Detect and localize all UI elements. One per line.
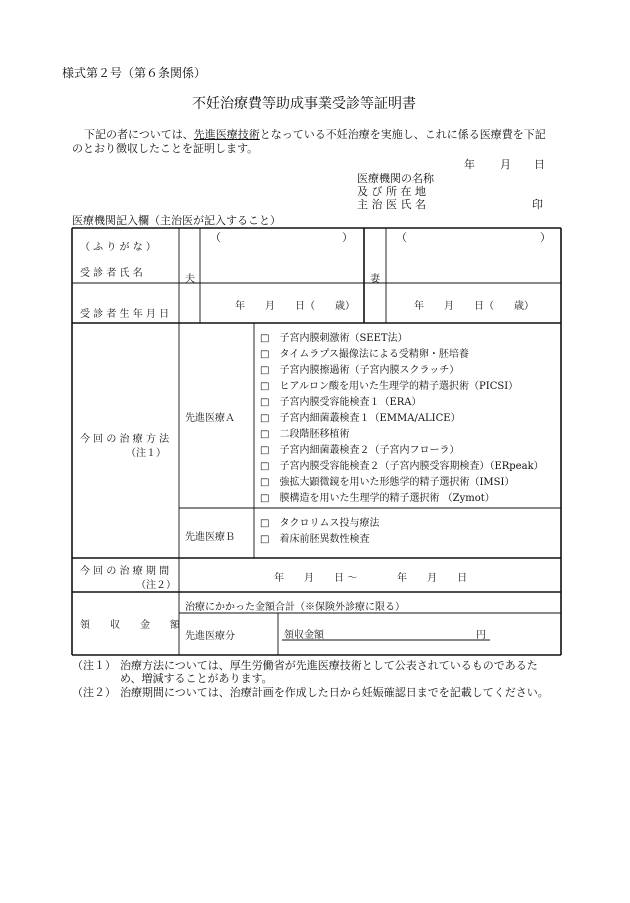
intro-prefix: 下記の者については、 — [84, 128, 194, 141]
husband-dob-field[interactable]: 年 月 日（ 歳） — [235, 301, 355, 312]
advanced-care-label: 先進医療分 — [185, 631, 235, 642]
checkbox-label: 子宮内膜擦過術（子宮内膜スクラッチ） — [279, 365, 460, 376]
checkbox-row[interactable]: □ 子宮内膜刺激術（SEET法） — [260, 333, 408, 344]
period-note-ref: （注２） — [136, 580, 176, 591]
note-1-ref: （注１） — [72, 659, 116, 672]
checkbox-label: ヒアルロン酸を用いた生理学的精子選択術（PICSI） — [279, 381, 519, 392]
treatment-label: 今 回 の 治 療 方 法 — [80, 434, 170, 445]
checkbox-row[interactable]: □ 子宮内細菌叢検査１（EMMA/ALICE） — [260, 413, 461, 424]
period-label: 今 回 の 治 療 期 間 — [80, 566, 170, 577]
issuer-address-label: 及 び 所 在 地 — [357, 185, 426, 198]
issue-month: 月 — [500, 158, 511, 171]
wife-label: 妻 — [370, 274, 380, 285]
checkbox-row[interactable]: □ タクロリムス投与療法 — [260, 518, 380, 529]
issue-year: 年 — [464, 158, 475, 171]
period-field[interactable]: 年 月 日 〜 年 月 日 — [274, 573, 468, 584]
wife-furigana-close: ） — [540, 231, 551, 244]
patient-name-label: 受 診 者 氏 名 — [80, 268, 143, 279]
form-number: 様式第２号（第６条関係） — [62, 66, 207, 80]
issuer-name-label: 医療機関の名称 — [357, 172, 434, 185]
treatment-note-ref: （注１） — [126, 448, 166, 459]
intro-underlined: 先進医療技術 — [193, 128, 260, 141]
checkbox-label: タクロリムス投与療法 — [279, 518, 380, 529]
checkbox-label: 子宮内膜受容能検査２（子宮内膜受容期検査）（ERpeak） — [279, 461, 544, 472]
checkbox-row[interactable]: □ 子宮内細菌叢検査２（子宮内フローラ） — [260, 445, 460, 456]
checkbox-label: 強拡大顕微鏡を用いた形態学的精子選択術（IMSI） — [279, 477, 515, 488]
received-amount-field[interactable] — [334, 622, 474, 638]
dob-label: 受 診 者 生 年 月 日 — [80, 309, 170, 320]
checkbox-row[interactable]: □ 子宮内膜擦過術（子宮内膜スクラッチ） — [260, 365, 460, 376]
amount-label: 領 収 金 額 — [80, 620, 180, 631]
received-amount-label: 領収金額 — [284, 630, 324, 641]
husband-label: 夫 — [185, 274, 195, 285]
seal-mark: 印 — [532, 198, 543, 211]
checkbox-label: 子宮内細菌叢検査１（EMMA/ALICE） — [279, 413, 461, 424]
issue-day: 日 — [534, 158, 545, 171]
group-b-label: 先進医療Ｂ — [185, 532, 235, 543]
checkbox-label: 子宮内細菌叢検査２（子宮内フローラ） — [279, 445, 460, 456]
checkbox-row[interactable]: □ ヒアルロン酸を用いた生理学的精子選択術（PICSI） — [260, 381, 519, 392]
note-2-text: 治療期間については、治療計画を作成した日から妊娠確認日までを記載してください。 — [120, 686, 549, 699]
total-amount-label: 治療にかかった金額合計（※保険外診療に限る） — [185, 602, 405, 613]
note-1-text-cont: め、増減することがあります。 — [120, 672, 273, 685]
wife-furigana-open: （ — [396, 231, 407, 244]
group-b-checklist — [260, 516, 379, 548]
checkbox-row[interactable]: □ タイムラプス撮像法による受精卵・胚培養 — [260, 349, 469, 360]
note-2-ref: （注２） — [72, 686, 116, 699]
group-a-label: 先進医療Ａ — [185, 413, 235, 424]
checkbox-row[interactable]: □ 膜構造を用いた生理学的精子選択術 （Zymot） — [260, 493, 495, 504]
checkbox-label: 膜構造を用いた生理学的精子選択術 （Zymot） — [279, 493, 495, 504]
note-1-text: 治療方法については、厚生労働省が先進医療技術として公表されているものであるた — [120, 659, 538, 672]
checkbox-label: 着床前胚異数性検査 — [279, 534, 370, 545]
husband-furigana-open: （ — [210, 231, 221, 244]
group-a-checklist — [260, 331, 544, 507]
checkbox-row[interactable]: □ 着床前胚異数性検査 — [260, 534, 370, 545]
wife-dob-field[interactable]: 年 月 日（ 歳） — [414, 301, 534, 312]
intro-suffix: となっている不妊治療を実施し、これに係る医療費を下記 — [259, 128, 546, 141]
intro-line-2: のとおり徴収したことを証明します。 — [72, 142, 259, 155]
checkbox-row[interactable]: □ 子宮内膜受容能検査１（ERA） — [260, 397, 422, 408]
checkbox-row[interactable]: □ 子宮内膜受容能検査２（子宮内膜受容期検査）（ERpeak） — [260, 461, 544, 472]
document-title: 不妊治療費等助成事業受診等証明書 — [192, 96, 416, 112]
section-label: 医療機関記入欄（主治医が記入すること） — [72, 214, 281, 227]
checkbox-label: 子宮内膜受容能検査１（ERA） — [279, 397, 422, 408]
husband-furigana-close: ） — [342, 231, 353, 244]
checkbox-row[interactable]: □ 強拡大顕微鏡を用いた形態学的精子選択術（IMSI） — [260, 477, 515, 488]
furigana-label: （ ふ り が な ） — [80, 242, 156, 253]
checkbox-label: 二段階胚移植術 — [279, 429, 350, 440]
checkbox-row[interactable]: □ 二段階胚移植術 — [260, 429, 350, 440]
yen-unit: 円 — [476, 630, 486, 641]
issuer-doctor-label: 主 治 医 氏 名 — [357, 198, 426, 211]
checkbox-label: タイムラプス撮像法による受精卵・胚培養 — [279, 349, 469, 360]
checkbox-label: 子宮内膜刺激術（SEET法） — [279, 333, 408, 344]
